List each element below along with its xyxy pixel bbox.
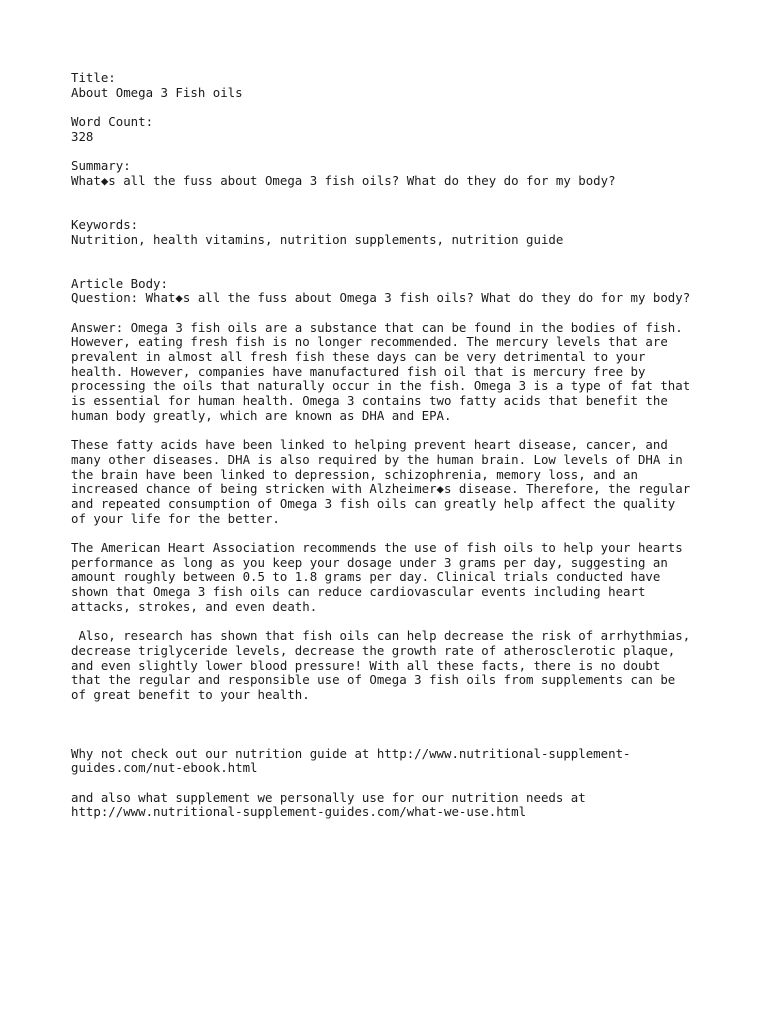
footer-nutrition-guide — [71, 747, 711, 776]
footer-line: and also what supplement we personally use for our nutrition needs at — [71, 789, 586, 805]
article-question: Question: What◆s all the fuss about Omega 3 fish oils? What do they do for my body? — [71, 290, 691, 306]
paragraph-line: human body greatly, which are known as DHA and EPA. — [71, 407, 452, 423]
paragraph-line: amount roughly between 0.5 to 1.8 grams per day. Clinical trials conducted have — [71, 569, 661, 585]
footer-supplement-link — [71, 791, 711, 820]
paragraph-line: and repeated consumption of Omega 3 fish oils can greatly help affect the quality — [71, 495, 676, 511]
paragraph-line: performance as long as you keep your dosage under 3 grams per day, suggesting an — [71, 554, 668, 570]
footer-line: Why not check out our nutrition guide at http://www.nutritional-supplement- — [71, 745, 631, 761]
paragraph-line: increased chance of being stricken with Alzheimer◆s disease. Therefore, the regular — [71, 481, 691, 497]
title-section — [71, 71, 711, 100]
article-paragraph — [71, 438, 711, 526]
word-count-section — [71, 115, 711, 144]
paragraph-line: decrease triglyceride levels, decrease the growth rate of atherosclerotic plaque, — [71, 642, 676, 658]
footer-line: http://www.nutritional-supplement-guides.com/what-we-use.html — [71, 804, 527, 820]
paragraph-line: attacks, strokes, and even death. — [71, 598, 318, 614]
paragraph-line: many other diseases. DHA is also required by the human brain. Low levels of DHA in — [71, 451, 683, 467]
article-paragraph — [71, 629, 711, 702]
article-paragraph — [71, 541, 711, 614]
paragraph-line: health. However, companies have manufactured fish oil that is mercury free by — [71, 363, 646, 379]
paragraph-line: the brain have been linked to depression, schizophrenia, memory loss, and an — [71, 466, 638, 482]
article-body-label: Article Body: — [71, 275, 168, 291]
paragraph-line: of great benefit to your health. — [71, 686, 310, 702]
paragraph-line: that the regular and responsible use of Omega 3 fish oils from supplements can be — [71, 672, 676, 688]
title-value: About Omega 3 Fish oils — [71, 84, 243, 100]
title-label: Title: — [71, 70, 116, 85]
article-body-section — [71, 277, 711, 703]
paragraph-line: shown that Omega 3 fish oils can reduce cardiovascular events including heart — [71, 584, 646, 600]
paragraph-line: processing the oils that naturally occur in the fish. Omega 3 is a type of fat that — [71, 378, 691, 394]
keywords-label: Keywords: — [71, 216, 139, 232]
paragraph-line: prevalent in almost all fresh fish these days can be very detrimental to your — [71, 349, 646, 365]
article-paragraph — [71, 321, 711, 424]
paragraph-line: is essential for human health. Omega 3 contains two fatty acids that benefit the — [71, 393, 668, 409]
paragraph-line: However, eating fresh fish is no longer recommended. The mercury levels that are — [71, 334, 668, 350]
paragraph-line: The American Heart Association recommends the use of fish oils to help your hearts — [71, 540, 683, 556]
word-count-label: Word Count: — [71, 114, 154, 130]
keywords-section — [71, 218, 711, 247]
keywords-value: Nutrition, health vitamins, nutrition supplements, nutrition guide — [71, 231, 564, 247]
paragraph-line: Also, research has shown that fish oils can help decrease the risk of arrhythmias, — [71, 628, 691, 644]
word-count-value: 328 — [71, 128, 94, 144]
paragraph-line: and even slightly lower blood pressure! With all these facts, there is no doubt — [71, 657, 661, 673]
document-page — [71, 71, 711, 820]
paragraph-line: of your life for the better. — [71, 510, 280, 526]
paragraph-line: Answer: Omega 3 fish oils are a substance that can be found in the bodies of fish. — [71, 319, 683, 335]
paragraph-line: These fatty acids have been linked to helping prevent heart disease, cancer, and — [71, 437, 668, 453]
summary-section — [71, 159, 711, 188]
summary-label: Summary: — [71, 158, 131, 174]
footer-line: guides.com/nut-ebook.html — [71, 760, 258, 776]
summary-value: What◆s all the fuss about Omega 3 fish oils? What do they do for my body? — [71, 172, 616, 188]
